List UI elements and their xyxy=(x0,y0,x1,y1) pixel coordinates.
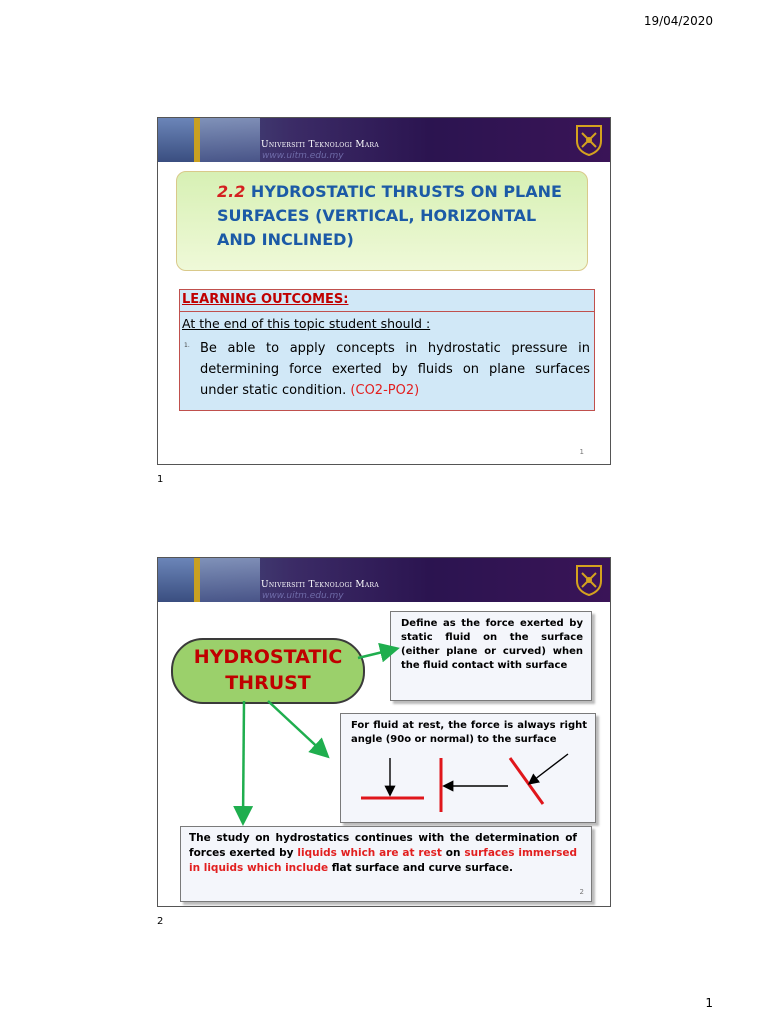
topic-title xyxy=(217,180,577,252)
outcome-text-body: Be able to apply concepts in hydrostatic pressure in determining force exerted by fluids on plane surfaces under static condition. xyxy=(200,341,590,398)
arrow-to-definition xyxy=(358,649,395,658)
uitm-crest-icon xyxy=(574,123,604,157)
learning-outcomes-intro: At the end of this topic student should : xyxy=(182,316,431,331)
concept-label: HYDROSTATIC THRUST xyxy=(193,646,343,694)
topic-title-text: HYDROSTATIC THRUSTS ON PLANE SURFACES (VERTICAL, HORIZONTAL AND INCLINED) xyxy=(217,182,562,249)
page-number: 1 xyxy=(705,996,713,1010)
normal-force-arrow-inclined xyxy=(530,754,568,783)
slide-number: 2 xyxy=(579,888,584,896)
study-highlight-1: liquids which are at rest xyxy=(297,847,442,859)
slide-1 xyxy=(157,117,611,465)
slide-2-label: 2 xyxy=(157,916,164,927)
diagram-overlay xyxy=(158,558,610,906)
study-text-part2: on xyxy=(445,847,461,859)
topic-title-box xyxy=(176,171,588,271)
study-highlight-2: surfaces immersed in liquids which include xyxy=(189,847,578,874)
slide-number: 1 xyxy=(579,448,584,456)
university-url: www.uitm.edu.my xyxy=(262,151,344,161)
inclined-surface xyxy=(510,758,543,804)
outcome-code: (CO2-PO2) xyxy=(350,383,420,398)
page-date: 19/04/2020 xyxy=(643,14,713,28)
uitm-banner xyxy=(158,118,610,162)
university-url: www.uitm.edu.my xyxy=(262,591,344,601)
slide-2 xyxy=(157,557,611,907)
study-text-part1: The study on hydrostatics continues with the determination of forces exerted by xyxy=(189,832,577,859)
topic-number: 2.2 xyxy=(217,182,246,201)
outcome-bullet: 1. xyxy=(184,342,190,349)
fluid-at-rest-text: For fluid at rest, the force is always right angle (90o or normal) to the surface xyxy=(351,720,587,745)
outcome-text xyxy=(200,338,590,401)
university-name: Universiti Teknologi Mara xyxy=(261,580,380,590)
learning-outcomes-box xyxy=(179,289,595,411)
university-name: Universiti Teknologi Mara xyxy=(261,140,380,150)
arrow-to-rest xyxy=(268,701,326,755)
study-text-part3: flat surface and curve surface. xyxy=(331,862,513,874)
slide-1-label: 1 xyxy=(157,474,164,485)
arrow-to-study xyxy=(243,701,244,821)
definition-text: Define as the force exerted by static fluid on the surface (either plane or curved) when the fluid contact with surface xyxy=(401,618,583,671)
learning-outcomes-heading: LEARNING OUTCOMES: xyxy=(182,292,349,307)
